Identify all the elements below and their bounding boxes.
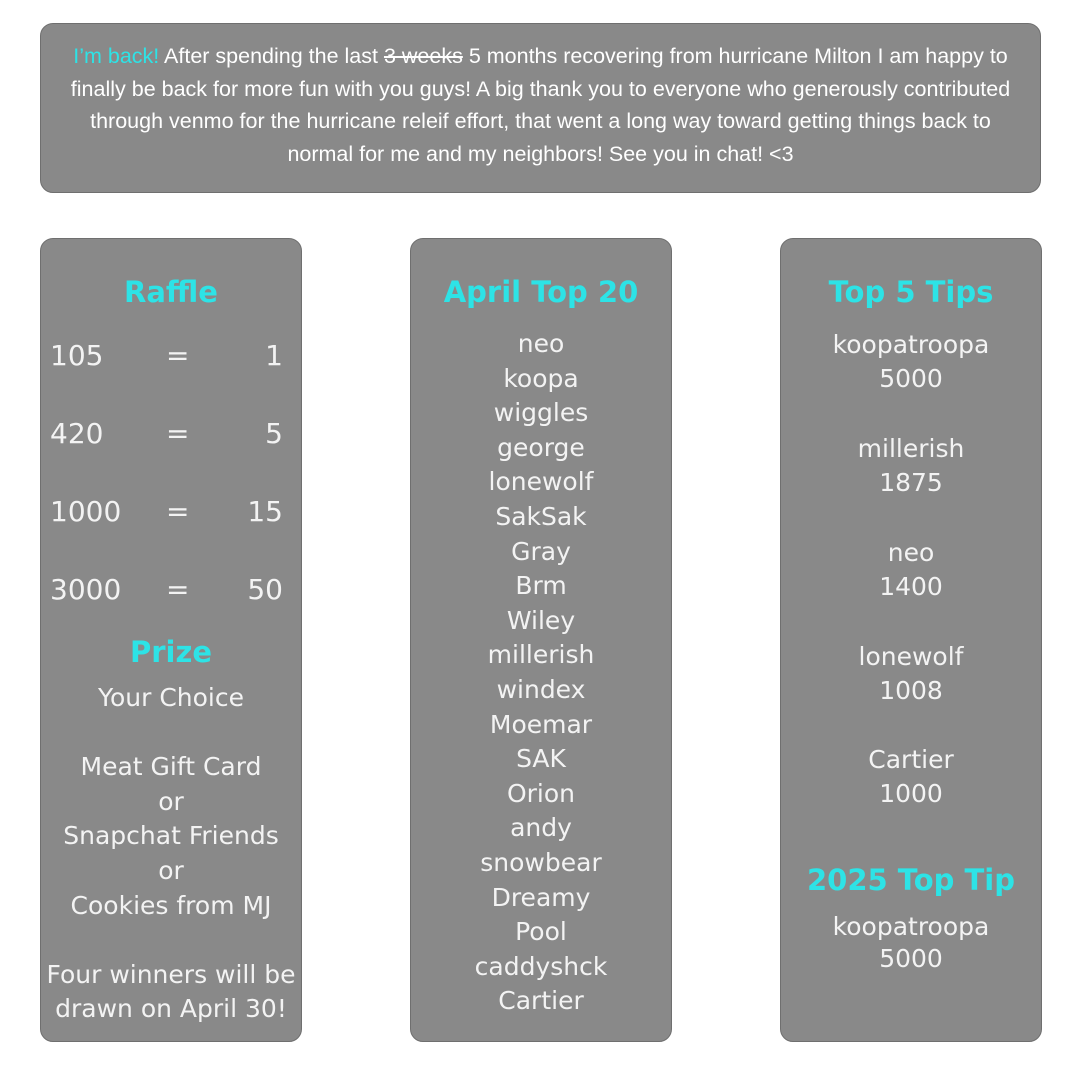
tip-entry (781, 743, 1041, 811)
top20-name: neo (517, 329, 565, 358)
tip-amount: 1008 (879, 676, 943, 705)
tip-amount: 1875 (879, 468, 943, 497)
raffle-row (41, 339, 301, 379)
prize-line: or (158, 855, 184, 885)
tips-title: Top 5 Tips (828, 275, 994, 309)
year-top-tip-amount: 5000 (879, 944, 943, 973)
raffle-row (41, 573, 301, 613)
top20-name: Wiley (506, 605, 576, 635)
raffle-equals: = (166, 339, 190, 372)
year-top-tip-name: koopatroopa (832, 912, 990, 941)
top20-name: Pool (515, 917, 567, 947)
raffle-panel (40, 238, 302, 1042)
raffle-amount: 1000 (50, 495, 122, 528)
tip-amount: 1000 (879, 779, 943, 808)
top20-name: Gray (511, 536, 571, 566)
top20-name: caddyshck (474, 951, 608, 981)
prize-title: Prize (129, 635, 213, 669)
prize-line: Snapchat Friends (63, 821, 279, 851)
top20-name: lonewolf (488, 467, 594, 497)
raffle-tickets: 15 (247, 495, 283, 528)
raffle-equals: = (166, 573, 190, 606)
year-top-tip-title: 2025 Top Tip (807, 863, 1015, 897)
announcement-panel (40, 23, 1041, 193)
top20-name: millerish (487, 640, 595, 670)
prize-line: Cookies from MJ (70, 890, 272, 920)
tip-name: Cartier (868, 745, 954, 774)
raffle-row (41, 495, 301, 535)
tip-name: lonewolf (858, 642, 964, 671)
prize-line (41, 716, 301, 751)
prize-list (41, 681, 301, 1027)
prize-line (41, 923, 301, 958)
top20-name: koopa (503, 363, 579, 393)
raffle-amount: 3000 (50, 573, 122, 606)
top20-name: george (497, 432, 585, 462)
prize-line: or (158, 786, 184, 816)
tip-entry (781, 328, 1041, 396)
tip-amount: 1400 (879, 572, 943, 601)
top20-list (411, 327, 671, 1019)
tip-name: neo (887, 538, 935, 567)
top20-name: wiggles (493, 398, 589, 428)
raffle-equals: = (166, 495, 190, 528)
top20-name: Dreamy (491, 882, 591, 912)
raffle-tickets: 1 (265, 339, 283, 372)
top20-title: April Top 20 (443, 275, 639, 309)
top20-name: windex (496, 674, 586, 704)
announcement-struck-text: 3 weeks (383, 44, 463, 68)
top20-name: Brm (515, 571, 567, 601)
tips-panel (780, 238, 1042, 1042)
top20-panel (410, 238, 672, 1042)
prize-line: Meat Gift Card (80, 752, 262, 782)
raffle-tickets: 5 (265, 417, 283, 450)
prize-line: Your Choice (98, 683, 244, 712)
raffle-row (41, 417, 301, 457)
announcement-lead: I’m back! (73, 44, 160, 68)
top20-name: Cartier (498, 986, 584, 1016)
tip-name: koopatroopa (832, 330, 990, 359)
year-top-tip-entry (781, 911, 1041, 975)
announcement-text-1: After spending the last (159, 44, 384, 68)
top20-name: Moemar (489, 709, 593, 739)
announcement-text-2: 5 months recovering from hurricane Milton I am happy to finally be back for more fun with you guys! A big thank you to everyone who generously contributed through venmo for the hurricane releif effort, that went a long way toward getting things back to normal for me and my neighbors! See you in chat! <3 (70, 44, 1011, 166)
raffle-tickets: 50 (247, 573, 283, 606)
prize-line: Four winners will be (46, 959, 296, 989)
top20-name: SakSak (495, 501, 587, 531)
prize-line: drawn on April 30! (55, 994, 287, 1024)
tip-entry (781, 536, 1041, 604)
tip-amount: 5000 (879, 364, 943, 393)
tip-name: millerish (857, 434, 965, 463)
tip-entry (781, 640, 1041, 708)
tip-entry (781, 432, 1041, 500)
top20-name: snowbear (480, 847, 602, 877)
top20-name: andy (510, 813, 572, 843)
raffle-amount: 105 (50, 339, 104, 372)
raffle-amount: 420 (50, 417, 104, 450)
top20-name: SAK (516, 744, 566, 774)
top20-name: Orion (506, 778, 576, 808)
raffle-equals: = (166, 417, 190, 450)
raffle-title: Raffle (124, 275, 218, 309)
